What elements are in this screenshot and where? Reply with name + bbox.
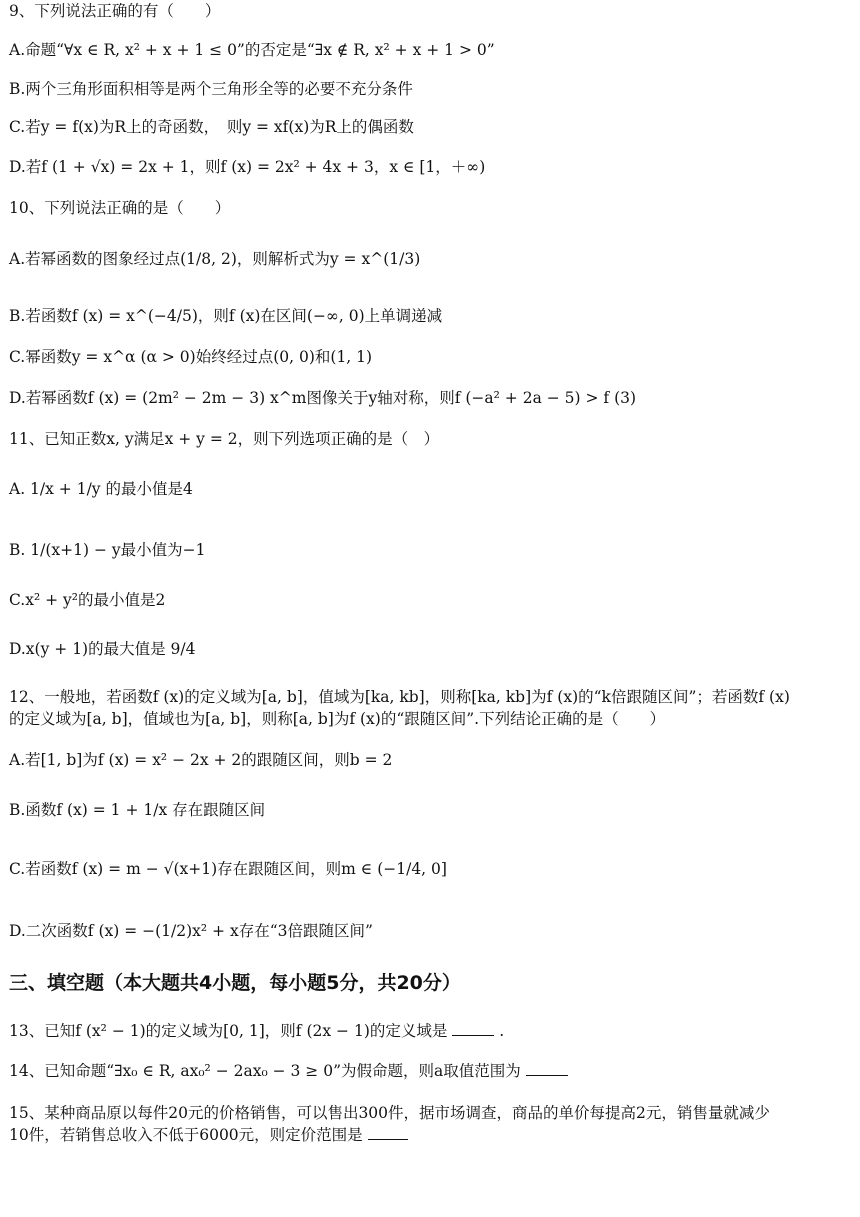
q13-answer-blank[interactable] (452, 1035, 494, 1036)
q13: 13、已知f (x² − 1)的定义域为[0, 1]，则f (2x − 1)的定义域是 . (9, 1022, 505, 1040)
q12-stem-line2: 的定义域为[a, b]，值域也为[a, b]，则称[a, b]为f (x)的“跟随区间”.下列结论正确的是（ ） (9, 710, 666, 728)
q10-stem: 10、下列说法正确的是（ ） (9, 199, 231, 217)
q9-option-a: A.命题“∀x ∈ R, x² + x + 1 ≤ 0”的否定是“∃x ∉ R, x² + x + 1 > 0” (9, 41, 495, 59)
q15-line2 (9, 1124, 408, 1146)
q11-option-d: D.x(y + 1)的最大值是 9/4 (9, 640, 196, 658)
q15-answer-blank[interactable] (368, 1139, 408, 1140)
q9-option-b: B.两个三角形面积相等是两个三角形全等的必要不充分条件 (9, 80, 413, 98)
q12-option-a: A.若[1, b]为f (x) = x² − 2x + 2的跟随区间，则b = 2 (9, 751, 393, 769)
q10-option-b: B.若函数f (x) = x^(−4/5)，则f (x)在区间(−∞, 0)上单调递减 (9, 307, 443, 325)
q14 (9, 1060, 568, 1082)
q12-option-b: B.函数f (x) = 1 + 1/x 存在跟随区间 (9, 801, 266, 819)
q12-option-d: D.二次函数f (x) = −(1/2)x² + x存在“3倍跟随区间” (9, 922, 373, 940)
q11-option-c: C.x² + y²的最小值是2 (9, 591, 166, 609)
q14-text: 14、已知命题“∃x₀ ∈ R, ax₀² − 2ax₀ − 3 ≥ 0”为假命题，则a取值范围为 (9, 1062, 521, 1080)
q15-text: 10件，若销售总收入不低于6000元，则定价范围是 (9, 1126, 363, 1144)
q14-answer-blank[interactable] (526, 1075, 568, 1076)
q9-option-d: D.若f (1 + √x) = 2x + 1，则f (x) = 2x² + 4x + 3，x ∈ [1，＋∞) (9, 158, 486, 176)
q10-option-a: A.若幂函数的图象经过点(1/8, 2)，则解析式为y = x^(1/3) (9, 250, 421, 268)
q9-option-c: C.若y = f(x)为R上的奇函数， 则y = xf(x)为R上的偶函数 (9, 118, 414, 136)
q10-option-d: D.若幂函数f (x) = (2m² − 2m − 3) x^m图像关于y轴对称，则f (−a² + 2a − 5) > f (3) (9, 389, 637, 407)
section-3-heading: 三、填空题（本大题共4小题，每小题5分，共20分） (9, 972, 461, 994)
q10-option-c: C.幂函数y = x^α (α > 0)始终经过点(0, 0)和(1, 1) (9, 348, 373, 366)
q11-stem: 11、已知正数x, y满足x + y = 2，则下列选项正确的是（ ） (9, 430, 440, 448)
q12-option-c: C.若函数f (x) = m − √(x+1)存在跟随区间，则m ∈ (−1/4, 0] (9, 860, 447, 878)
q15-line1: 15、某种商品原以每件20元的价格销售，可以售出300件，据市场调查，商品的单价每提高2元，销售量就减少 (9, 1104, 770, 1122)
q12-stem-line1: 12、一般地，若函数f (x)的定义域为[a, b]，值域为[ka, kb]，则称[ka, kb]为f (x)的“k倍跟随区间”；若函数f (x) (9, 688, 790, 706)
q11-option-a: A. 1/x + 1/y 的最小值是4 (9, 480, 193, 498)
q13-text: 13、已知f (x² − 1)的定义域为[0, 1]，则f (2x − 1)的定义域是 (9, 1022, 448, 1040)
q11-option-b: B. 1/(x+1) − y最小值为−1 (9, 541, 206, 559)
q9-stem: 9、下列说法正确的有（ ） (9, 2, 221, 20)
